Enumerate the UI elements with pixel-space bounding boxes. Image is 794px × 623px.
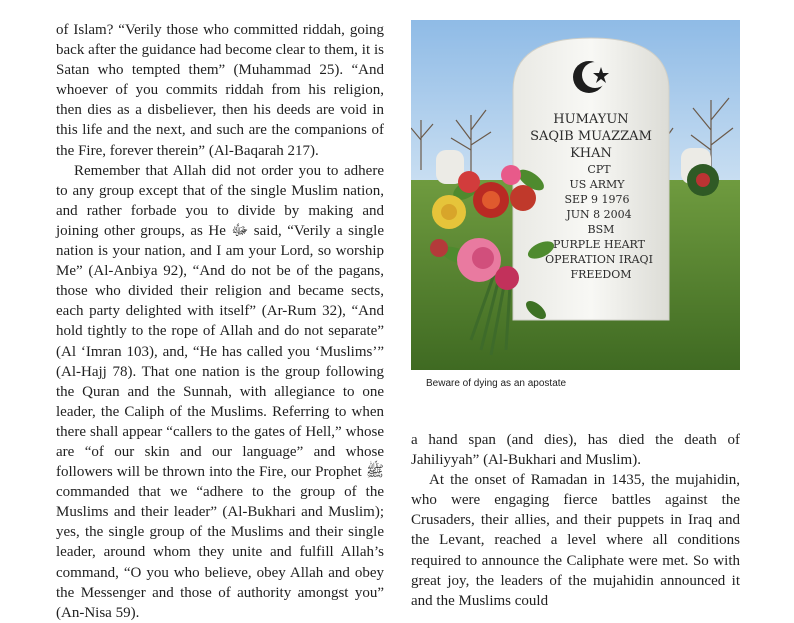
headstone-line: BSM: [587, 223, 615, 236]
headstone-line: OPERATION IRAQI: [545, 253, 653, 266]
wreath-ribbon: [696, 173, 710, 187]
left-text-column: [56, 20, 384, 623]
headstone-line: KHAN: [570, 146, 612, 161]
headstone-line: CPT: [587, 163, 611, 176]
paragraph: At the onset of Ramadan in 1435, the mujahidin, who were engaging fierce battles against the Crusaders, their allies, and their puppets in Iraq and the Levant, reached a level where all conditions required to announce the Caliphate were met. So with great joy, the leaders of the mujahidin announced it and the Muslims could: [411, 472, 740, 609]
headstone-line: US ARMY: [569, 178, 625, 191]
headstone-photo-graphic: [411, 20, 740, 370]
headstone-line: FREEDOM: [570, 268, 632, 281]
paragraph: of Islam? “Verily those who committed riddah, going back after the guidance had become clear to them, it is Satan who tempted them” (Muhammad 25). “And whoever of you commits riddah from his religion, then dies as a disbeliever, then his deeds are void in this life and the next, and such are the companions of the Fire, forever therein” (Al-Baqarah 217).: [56, 22, 384, 159]
paragraph: a hand span (and dies), has died the death of Jahiliyyah” (Al-Bukhari and Muslim).: [411, 432, 740, 469]
photo-caption: Beware of dying as an apostate: [426, 378, 567, 389]
headstone-line: SEP 9 1976: [564, 193, 630, 206]
right-text-column: [411, 430, 740, 611]
paragraph: Remember that Allah did not order you to adhere to any group except that of the single Muslim nation, and rather forbade you to divide by making and joining other groups, as He ﷻ said, “Verily a single nation is your nation, and I am your Lord, so worship Me” (Al-Anbiya 92), “And do not be of the pagans, those who divided their religion and became sects, each party delighted with itself” (Ar-Rum 32), “And hold tightly to the rope of Allah and do not separate” (Al ‘Imran 103), and, “He has called you ‘Muslims’” (Al-Hajj 78). That one nation is the group following the Quran and the Sunnah, with allegiance to one leader, the Caliph of the Muslims. Referring to when there shall appear “callers to the gates of Hell,” whose are “of our skin and our language” and whose followers will be thrown into the Fire, our Prophet ﷺ commanded that we “adhere to the group of the Muslims and their leader” (Al-Bukhari and Muslim); yes, the single group of the Muslims and their single leader, around whom they unite and fulfill Allah’s command, “O you who believe, obey Allah and obey the Messenger and those of authority amongst you” (An-Nisa 59).: [56, 162, 385, 621]
headstone-line: JUN 8 2004: [566, 208, 632, 221]
headstone-line: SAQIB MUAZZAM: [530, 129, 652, 144]
headstone-line: PURPLE HEART: [553, 238, 645, 251]
headstone-photo: [411, 20, 740, 370]
headstone-line: HUMAYUN: [553, 112, 629, 127]
